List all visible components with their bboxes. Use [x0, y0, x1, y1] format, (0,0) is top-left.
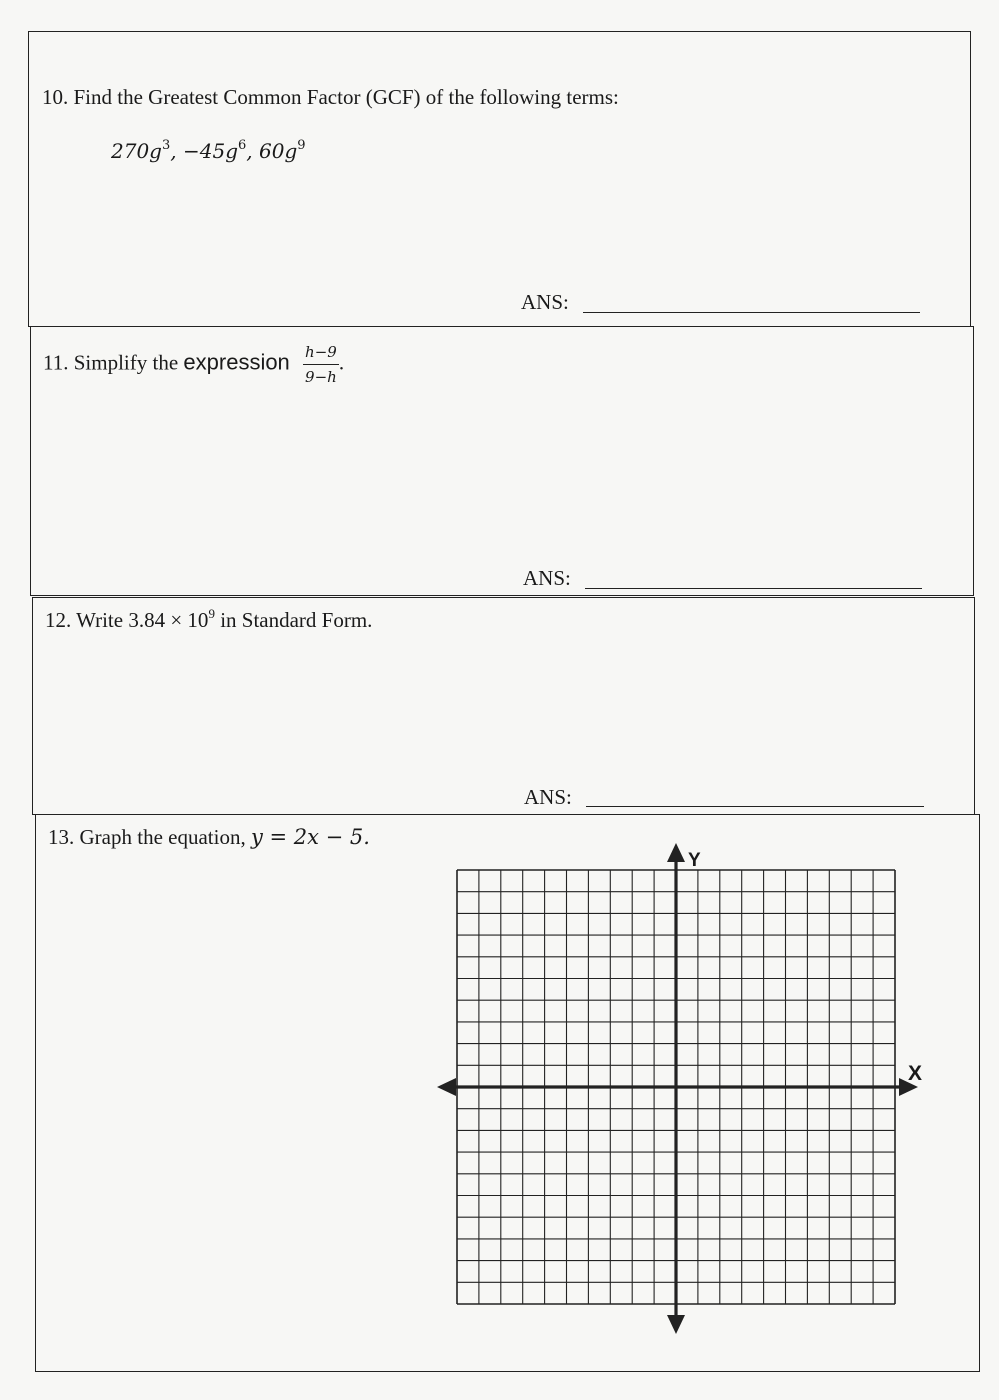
x-axis-left-arrow: [437, 1078, 456, 1096]
question-12-number: 12.: [45, 608, 72, 632]
y-axis-down-arrow: [667, 1315, 685, 1334]
answer-label-12: ANS:: [524, 785, 572, 809]
question-11-text-a: Simplify the: [73, 350, 179, 375]
fraction-numerator: h−9: [303, 343, 339, 365]
answer-label-11: ANS:: [523, 566, 571, 590]
y-axis-up-arrow: [667, 843, 685, 862]
fraction-denominator: 9−h: [305, 368, 337, 386]
x-axis-label: X: [908, 1062, 923, 1085]
question-13-equation: y = 2x − 5.: [250, 825, 370, 849]
question-10-text: Find the Greatest Common Factor (GCF) of the following terms:: [73, 85, 619, 109]
question-11-text-b: expression: [183, 349, 290, 375]
question-13-text: Graph the equation,: [79, 825, 246, 849]
question-12-exponent: 9: [208, 606, 215, 621]
question-13-number: 13.: [48, 825, 75, 849]
answer-label-10: ANS:: [521, 290, 569, 314]
question-12-text-b: in Standard Form.: [214, 608, 373, 632]
term-3: $60g^9$: [259, 138, 306, 163]
question-11-number: 11.: [43, 350, 69, 375]
question-11-trail: .: [338, 350, 345, 375]
y-axis-label: Y: [688, 850, 701, 871]
question-10-number: 10.: [42, 85, 69, 109]
term-1: $270g^3$,: [111, 138, 183, 163]
term-2: $-45g^6$,: [182, 138, 259, 163]
question-12-text-a: Write 3.84 × 10: [76, 608, 209, 632]
